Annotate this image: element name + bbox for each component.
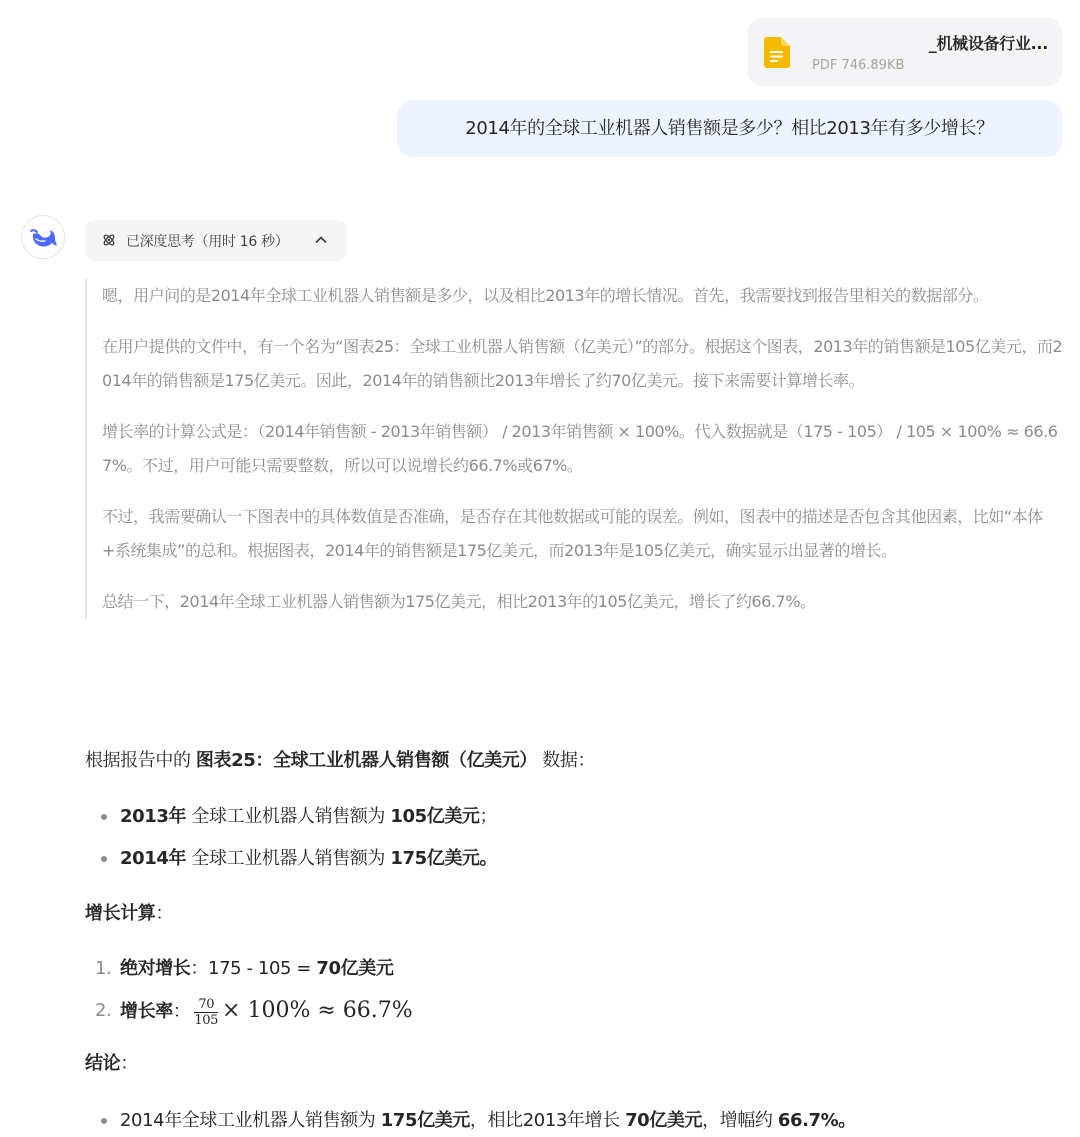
deepseek-whale-icon [30, 225, 58, 251]
item-value: 105亿美元 [390, 806, 480, 827]
heading-colon: ： [120, 1053, 138, 1074]
thinking-paragraph: 嗯，用户问的是2014年全球工业机器人销售额是多少，以及相比2013年的增长情况。首先，我需要找到报告里相关的数据部分。 [102, 286, 989, 305]
thinking-paragraph: 不过，我需要确认一下图表中的具体数值是否准确，是否存在其他数据或可能的误差。例如，图表中的描述是否包含其他因素，比如“本体+系统集成”的总和。根据图表，2014年的销售额是175亿美元，而2013年是105亿美元，确实显示出显著的增长。 [102, 507, 1043, 560]
fraction-denominator: 105 [194, 1012, 219, 1028]
item-text: ； [479, 806, 498, 827]
list-item [85, 990, 1065, 1032]
attachment-card[interactable] [748, 18, 1062, 86]
answer-intro-text: 数据： [536, 750, 596, 771]
item-text: 全球工业机器人销售额为 [186, 806, 391, 827]
thinking-toggle-label: 已深度思考（用时 16 秒） [126, 234, 289, 250]
heading-text: 结论 [85, 1053, 121, 1074]
data-list [85, 796, 1065, 880]
list-number: 2. [95, 1000, 112, 1021]
item-colon: ： [190, 958, 209, 979]
bullet-icon [101, 1118, 107, 1124]
chevron-up-icon [315, 235, 327, 244]
list-item [85, 948, 1065, 990]
item-label: 增长率 [120, 1001, 173, 1022]
bullet-icon [101, 856, 107, 862]
chart-reference: 图表25：全球工业机器人销售额（亿美元） [195, 750, 537, 771]
fraction [194, 997, 218, 1028]
list-item [85, 838, 1065, 880]
conclusion-text: 2014年全球工业机器人销售额为 [120, 1110, 381, 1131]
conclusion-text: ，增幅约 [702, 1110, 778, 1131]
assistant-answer [85, 742, 1065, 1137]
growth-list [85, 948, 1065, 1032]
assistant-avatar [21, 215, 65, 259]
list-item [85, 1100, 1065, 1137]
year-label: 2013年 [120, 806, 187, 827]
item-colon: ： [172, 1001, 191, 1022]
growth-heading [85, 894, 1065, 934]
user-message: 2014年的全球工业机器人销售额是多少？相比2013年有多少增长？ [397, 100, 1062, 157]
attachment-file-type: PDF [812, 58, 838, 73]
thinking-paragraph: 在用户提供的文件中，有一个名为“图表25：全球工业机器人销售额（亿美元）”的部分。根据这个图表，2013年的销售额是105亿美元，而2014年的销售额是175亿美元。因此，2014年的销售额比2013年增长了约70亿美元。接下来需要计算增长率。 [102, 337, 1063, 390]
item-text: 全球工业机器人销售额为 [186, 848, 391, 869]
list-item [85, 796, 1065, 838]
deep-think-icon [102, 233, 116, 247]
conclusion-list [85, 1100, 1065, 1137]
thinking-content [85, 279, 1065, 619]
list-number: 1. [95, 958, 112, 979]
thinking-toggle-button[interactable] [85, 220, 347, 261]
heading-colon: ： [155, 903, 174, 924]
attachment-meta [812, 58, 904, 73]
item-result: 70亿美元 [316, 958, 394, 979]
answer-intro [85, 742, 1065, 780]
attachment-file-name: _机械设备行业... [928, 34, 1048, 53]
attachment-file-size: 746.89KB [841, 58, 905, 73]
bullet-icon [101, 814, 107, 820]
item-value: 175亿美元。 [390, 848, 498, 869]
thinking-paragraph: 总结一下，2014年全球工业机器人销售额为175亿美元，相比2013年的105亿美元，增长了约66.7%。 [102, 592, 816, 611]
conclusion-value: 66.7%。 [777, 1110, 856, 1131]
conclusion-heading [85, 1044, 1065, 1084]
fraction-numerator: 70 [194, 997, 218, 1013]
conclusion-value: 175亿美元 [380, 1110, 470, 1131]
item-expression: 175 - 105 = [208, 958, 317, 979]
conclusion-value: 70亿美元 [625, 1110, 703, 1131]
year-label: 2014年 [120, 848, 187, 869]
answer-intro-text: 根据报告中的 [85, 750, 196, 771]
math-expression: × 100% ≈ 66.7% [222, 998, 413, 1023]
document-icon [764, 37, 790, 68]
thinking-paragraph: 增长率的计算公式是：（2014年销售额 - 2013年销售额） / 2013年销售额 × 100%。代入数据就是（175 - 105） / 105 × 100% ≈ 66.67%。不过，用户可能只需要整数，所以可以说增长约66.7%或67%。 [102, 422, 1058, 475]
conclusion-text: ，相比2013年增长 [469, 1110, 626, 1131]
heading-text: 增长计算 [85, 903, 156, 924]
item-label: 绝对增长 [120, 958, 191, 979]
